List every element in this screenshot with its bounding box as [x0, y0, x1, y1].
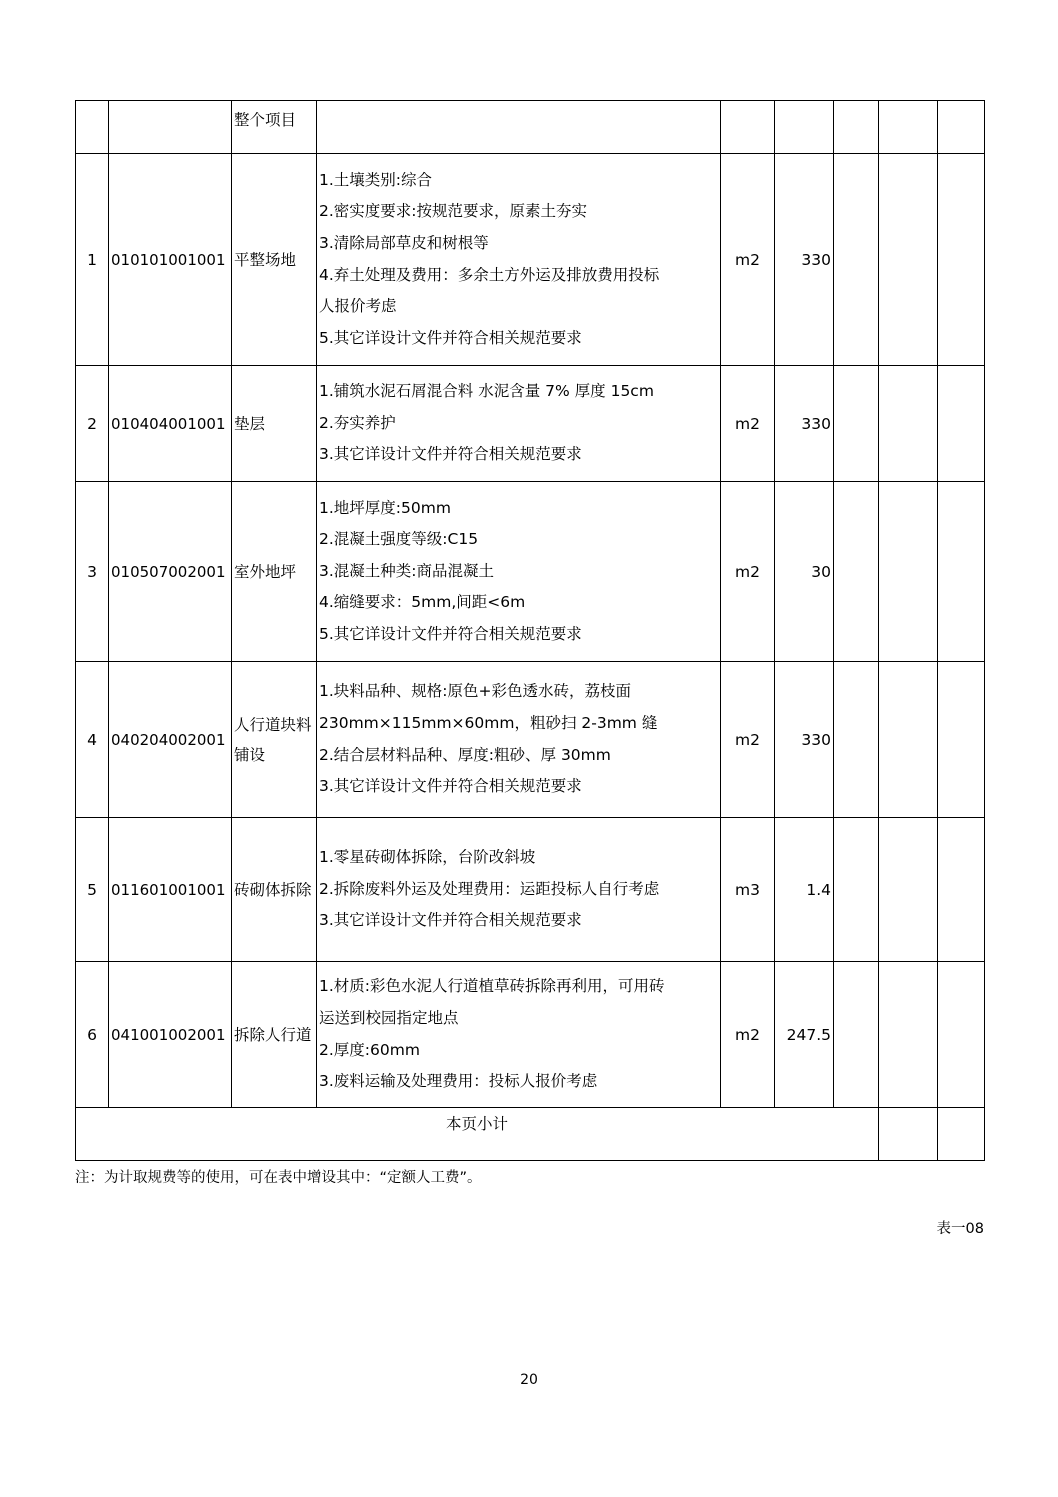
feature-line: 1.材质:彩色水泥人行道植草砖拆除再利用，可用砖: [319, 977, 665, 996]
item-number: 2: [76, 366, 109, 482]
table-row: [76, 962, 985, 1108]
item-unit: m2: [721, 154, 775, 366]
amount-cell: [879, 154, 938, 366]
amount-cell: [879, 818, 938, 962]
table-footer: [76, 1108, 985, 1161]
feature-line: 3.其它详设计文件并符合相关规范要求: [319, 911, 582, 930]
table-row: [76, 662, 985, 818]
feature-line: 1.地坪厚度:50mm: [319, 498, 451, 517]
item-features: [317, 662, 721, 818]
feature-line: 5.其它详设计文件并符合相关规范要求: [319, 328, 582, 347]
item-name: 垫层: [232, 366, 317, 482]
table-row: [76, 154, 985, 366]
item-quantity: 330: [775, 154, 834, 366]
unit-price-cell: [834, 154, 879, 366]
feature-line: 运送到校园指定地点: [319, 1008, 459, 1027]
unit-price-cell: [834, 482, 879, 662]
remark-cell: [938, 366, 985, 482]
feature-line: 3.废料运输及处理费用：投标人报价考虑: [319, 1072, 598, 1091]
item-quantity: 30: [775, 482, 834, 662]
item-features: [317, 154, 721, 366]
table-row-project: [76, 101, 985, 154]
item-quantity: 330: [775, 662, 834, 818]
item-quantity: 247.5: [775, 962, 834, 1108]
item-code: 040204002001: [109, 662, 232, 818]
unit-price-cell: [834, 962, 879, 1108]
feature-line: 4.缩缝要求：5mm,间距<6m: [319, 593, 526, 612]
item-number: 5: [76, 818, 109, 962]
feature-line: 4.弃土处理及费用：多余土方外运及排放费用投标: [319, 265, 660, 284]
feature-line: 5.其它详设计文件并符合相关规范要求: [319, 624, 582, 643]
item-code: 041001002001: [109, 962, 232, 1108]
page-number: 20: [520, 1372, 538, 1388]
subtotal-row: [76, 1108, 985, 1161]
item-code: 010101001001: [109, 154, 232, 366]
item-features: [317, 962, 721, 1108]
remark-cell: [938, 818, 985, 962]
remark-cell: [938, 154, 985, 366]
feature-line: 2.混凝土强度等级:C15: [319, 530, 479, 549]
item-name: 拆除人行道: [232, 962, 317, 1108]
feature-line: 1.铺筑水泥石屑混合料 水泥含量 7% 厚度 15cm: [319, 382, 654, 401]
item-code: 010404001001: [109, 366, 232, 482]
item-unit: m2: [721, 962, 775, 1108]
feature-line: 2.拆除废料外运及处理费用：运距投标人自行考虑: [319, 879, 660, 898]
feature-line: 2.结合层材料品种、厚度:粗砂、厚 30mm: [319, 745, 611, 764]
unit-price-cell: [834, 662, 879, 818]
remark-cell: [938, 662, 985, 818]
feature-line: 人报价考虑: [319, 297, 397, 316]
feature-line: 3.其它详设计文件并符合相关规范要求: [319, 777, 582, 796]
item-features: [317, 818, 721, 962]
item-name: 砖砌体拆除: [232, 818, 317, 962]
item-features: [317, 366, 721, 482]
feature-line: 1.块料品种、规格:原色+彩色透水砖，荔枝面: [319, 682, 631, 701]
bill-of-quantities-table: [75, 100, 985, 1161]
amount-cell: [879, 662, 938, 818]
project-name-cell: 整个项目: [232, 101, 317, 154]
unit-price-cell: [834, 366, 879, 482]
item-number: 3: [76, 482, 109, 662]
item-number: 1: [76, 154, 109, 366]
feature-line: 1.零星砖砌体拆除，台阶改斜坡: [319, 848, 536, 867]
feature-line: 3.混凝土种类:商品混凝土: [319, 561, 495, 580]
remark-cell: [938, 962, 985, 1108]
item-name: 平整场地: [232, 154, 317, 366]
item-unit: m2: [721, 366, 775, 482]
item-features: [317, 482, 721, 662]
feature-line: 2.厚度:60mm: [319, 1040, 420, 1059]
item-quantity: 330: [775, 366, 834, 482]
item-name: 人行道块料铺设: [232, 662, 317, 818]
subtotal-label: 本页小计: [76, 1108, 879, 1161]
table-number: 表一08: [936, 1221, 984, 1237]
item-code: 010507002001: [109, 482, 232, 662]
amount-cell: [879, 962, 938, 1108]
item-number: 6: [76, 962, 109, 1108]
amount-cell: [879, 482, 938, 662]
item-unit: m3: [721, 818, 775, 962]
table-row: [76, 482, 985, 662]
amount-cell: [879, 366, 938, 482]
table-row: [76, 366, 985, 482]
table-body: [76, 101, 985, 1108]
feature-line: 230mm×115mm×60mm，粗砂扫 2-3mm 缝: [319, 713, 658, 732]
feature-line: 1.土壤类别:综合: [319, 170, 433, 189]
unit-price-cell: [834, 818, 879, 962]
feature-line: 2.夯实养护: [319, 413, 396, 432]
item-unit: m2: [721, 662, 775, 818]
feature-line: 3.清除局部草皮和树根等: [319, 233, 489, 252]
footnote: 注：为计取规费等的使用，可在表中增设其中：“定额人工费”。: [75, 1170, 482, 1186]
item-name: 室外地坪: [232, 482, 317, 662]
feature-line: 2.密实度要求:按规范要求，原素土夯实: [319, 202, 588, 221]
table-row: [76, 818, 985, 962]
item-quantity: 1.4: [775, 818, 834, 962]
feature-line: 3.其它详设计文件并符合相关规范要求: [319, 445, 582, 464]
item-unit: m2: [721, 482, 775, 662]
remark-cell: [938, 482, 985, 662]
item-number: 4: [76, 662, 109, 818]
item-code: 011601001001: [109, 818, 232, 962]
